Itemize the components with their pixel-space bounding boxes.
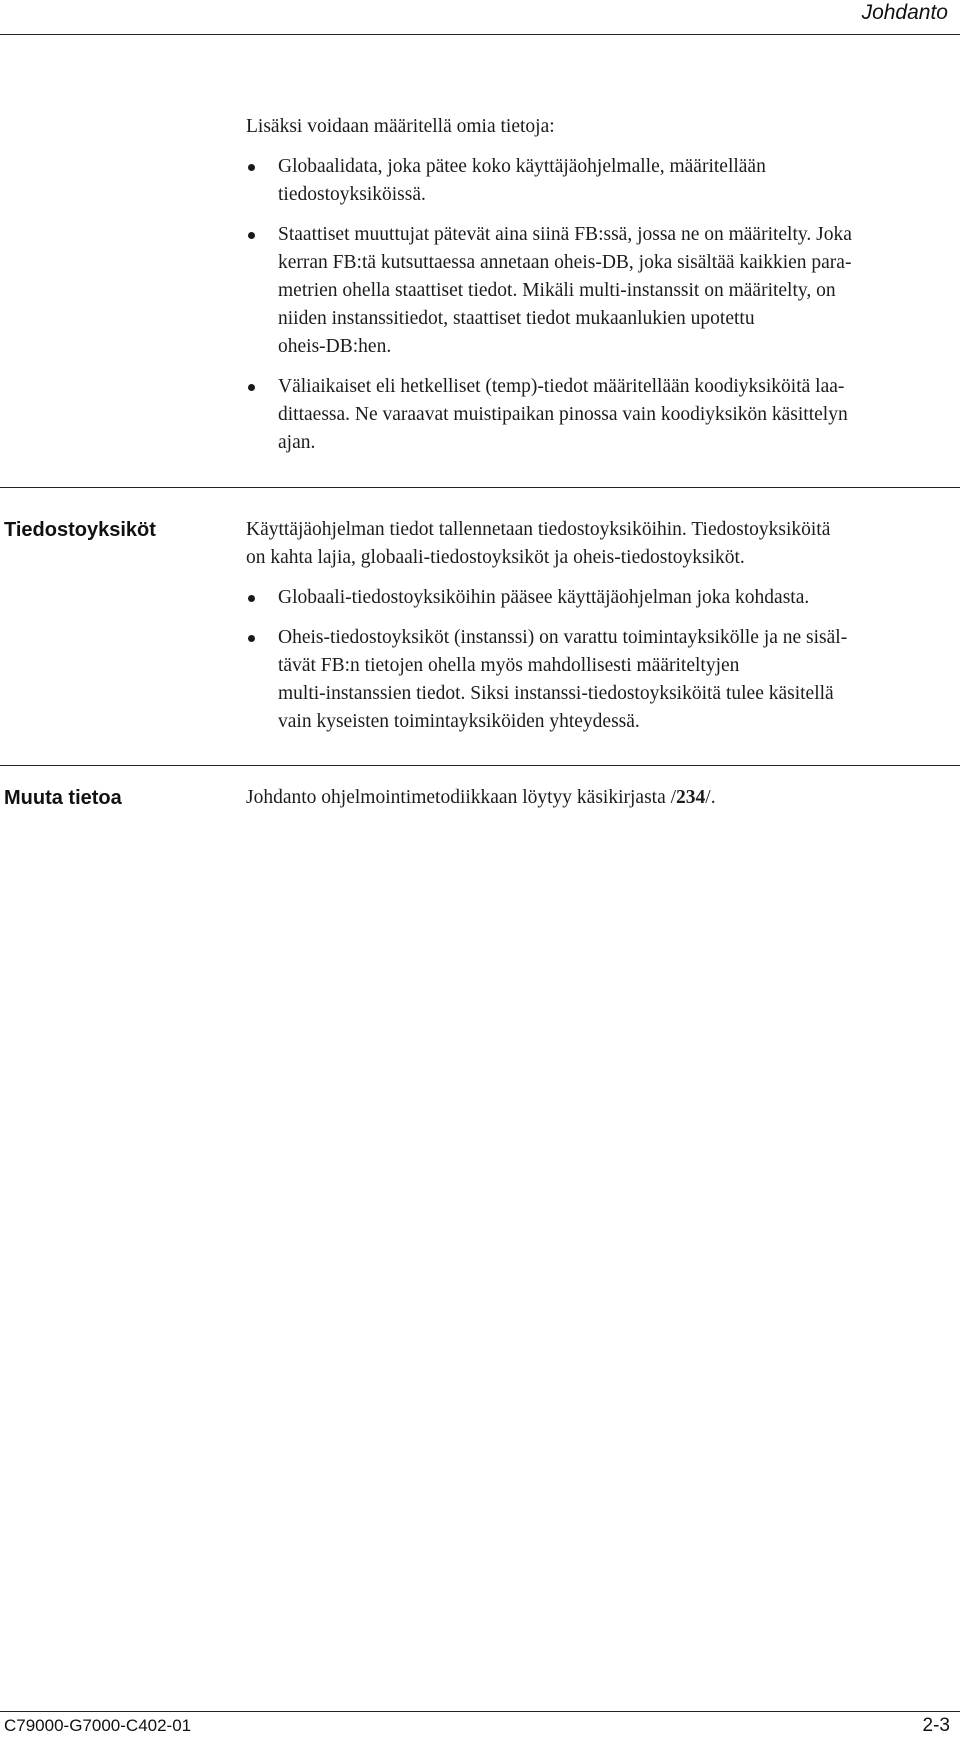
list-line: metrien ohella staattiset tiedot. Mikäli multi-instanssit on määritelty, on [278,280,836,301]
list-line: multi-instanssien tiedot. Siksi instanssi-tiedostoyksiköitä tulee käsitellä [278,683,834,704]
list-line: tiedostoyksiköissä. [278,184,426,205]
list-item [246,373,946,457]
bullet-dot-icon [248,164,255,171]
list-item [246,221,946,361]
section-divider [0,765,960,766]
document-id: C79000-G7000-C402-01 [4,1716,192,1735]
page-number: 2-3 [922,1715,950,1736]
list-item [246,624,946,736]
list-line: Oheis-tiedostoyksiköt (instanssi) on varattu toimintayksikölle ja ne sisäl- [278,627,848,648]
intro-bullet-list [246,153,946,457]
paragraph-line: on kahta lajia, globaali-tiedostoyksiköt ja oheis-tiedostoyksiköt. [246,547,745,568]
section-heading-more-info: Muuta tietoa [4,787,122,809]
more-info-section [246,784,946,812]
list-line: Väliaikaiset eli hetkelliset (temp)-tiedot määritellään koodiyksiköitä laa- [278,376,845,397]
files-bullet-list [246,584,946,736]
reference-number: 234 [676,787,706,808]
section-heading-files: Tiedostoyksiköt [4,519,156,541]
list-line: ajan. [278,432,316,453]
list-line: tävät FB:n tietojen ohella myös mahdollisesti määriteltyjen [278,655,740,676]
more-info-text: Johdanto ohjelmointimetodiikkaan löytyy käsikirjasta / [246,787,677,808]
list-line: oheis-DB:hen. [278,336,392,357]
list-item [246,584,946,612]
more-info-text-end: /. [705,787,716,808]
list-line: Globaali-tiedostoyksiköihin pääsee käyttäjäohjelman joka kohdasta. [278,587,810,608]
intro-lead-text: Lisäksi voidaan määritellä omia tietoja: [246,116,555,137]
section-divider [0,487,960,488]
intro-lead [246,113,946,141]
bullet-dot-icon [248,232,255,239]
bullet-dot-icon [248,635,255,642]
list-line: kerran FB:tä kutsuttaessa annetaan oheis-DB, joka sisältää kaikkien para- [278,252,852,273]
list-line: vain kyseisten toimintayksiköiden yhteydessä. [278,711,640,732]
files-section [246,516,946,736]
list-line: niiden instanssitiedot, staattiset tiedot mukaanlukien upotettu [278,308,755,329]
bullet-dot-icon [248,595,255,602]
page-header-title: Johdanto [861,1,948,24]
list-line: dittaessa. Ne varaavat muistipaikan pinossa vain koodiyksikön käsittelyn [278,404,848,425]
paragraph-line: Käyttäjäohjelman tiedot tallennetaan tiedostoyksiköihin. Tiedostoyksiköitä [246,519,831,540]
header-divider [0,34,960,35]
files-paragraph [246,516,946,572]
more-info-paragraph [246,784,946,812]
intro-section [246,113,946,457]
bullet-dot-icon [248,384,255,391]
footer-divider [0,1711,960,1712]
list-item [246,153,946,209]
list-line: Staattiset muuttujat pätevät aina siinä FB:ssä, jossa ne on määritelty. Joka [278,224,852,245]
list-line: Globaalidata, joka pätee koko käyttäjäohjelmalle, määritellään [278,156,766,177]
